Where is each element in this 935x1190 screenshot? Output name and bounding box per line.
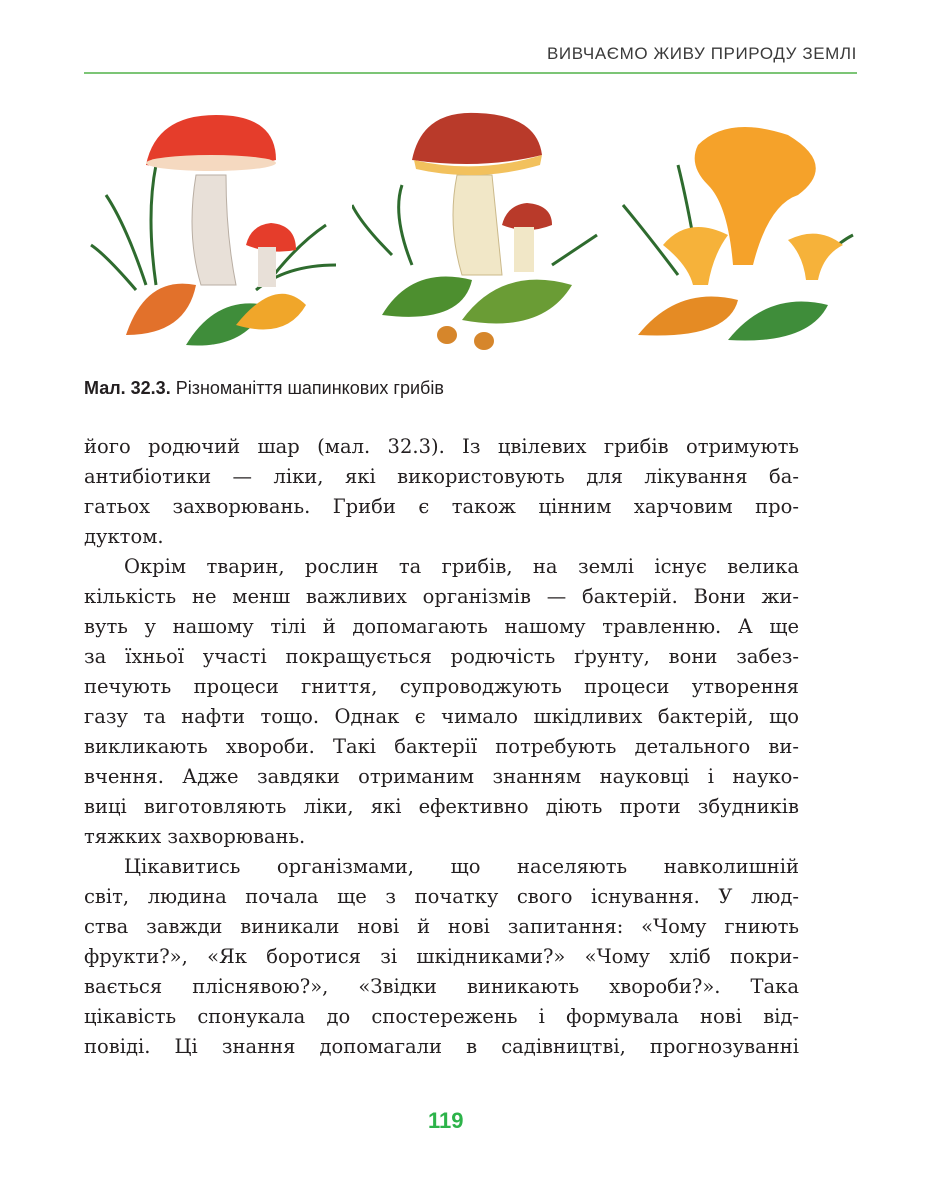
text-line: Цікавитись організмами, що населяють навколишній: [124, 855, 799, 878]
header-divider: [84, 72, 857, 74]
text-line: світ, людина почала ще з початку свого існування. У люд-: [84, 885, 799, 908]
text-line: кількість не менш важливих організмів — бактерій. Вони жи-: [84, 585, 799, 608]
body-text: [84, 432, 799, 1062]
text-line: вчення. Адже завдяки отриманим знанням науковці і науко-: [84, 765, 799, 788]
text-line: гатьох захворювань. Гриби є також цінним харчовим про-: [84, 495, 799, 518]
page-number: 119: [428, 1108, 464, 1133]
text-line: ства завжди виникали нові й нові запитання: «Чому гниють: [84, 915, 799, 938]
text-line: фрукти?», «Як боротися зі шкідниками?» «Чому хліб покри-: [84, 945, 799, 968]
text-line: викликають хвороби. Такі бактерії потребують детального ви-: [84, 735, 799, 758]
text-line: вуть у нашому тілі й допомагають нашому травленню. А ще: [84, 615, 799, 638]
figure-caption: [84, 378, 444, 399]
porcini-mushroom-illustration: [352, 105, 602, 355]
text-line: його родючий шар (мал. 32.3). Із цвілевих грибів отримують: [84, 435, 799, 458]
caption-label: Мал. 32.3.: [84, 378, 171, 398]
text-line: цікавість спонукала до спостережень і формувала нові від-: [84, 1005, 799, 1028]
text-line: повіді. Ці знання допомагали в садівництві, прогнозуванні: [84, 1035, 799, 1058]
running-header: ВИВЧАЄМО ЖИВУ ПРИРОДУ ЗЕМЛІ: [546, 44, 857, 63]
text-line: тяжких захворювань.: [84, 825, 306, 848]
text-line: дуктом.: [84, 525, 164, 548]
chanterelle-mushroom-illustration: [618, 105, 858, 355]
fly-agaric-mushroom-illustration: [86, 105, 346, 355]
text-line: газу та нафти тощо. Однак є чимало шкідливих бактерій, що: [84, 705, 799, 728]
text-line: Окрім тварин, рослин та грибів, на землі існує велика: [124, 555, 799, 578]
text-line: антибіотики — ліки, які використовують для лікування ба-: [84, 465, 799, 488]
text-line: виці виготовляють ліки, які ефективно діють проти збудників: [84, 795, 799, 818]
text-line: вається пліснявою?», «Звідки виникають хвороби?». Така: [84, 975, 799, 998]
caption-text: Різноманіття шапинкових грибів: [170, 378, 444, 398]
text-line: печують процеси гниття, супроводжують процеси утворення: [84, 675, 799, 698]
text-line: за їхньої участі покращується родючість ґрунту, вони забез-: [84, 645, 799, 668]
